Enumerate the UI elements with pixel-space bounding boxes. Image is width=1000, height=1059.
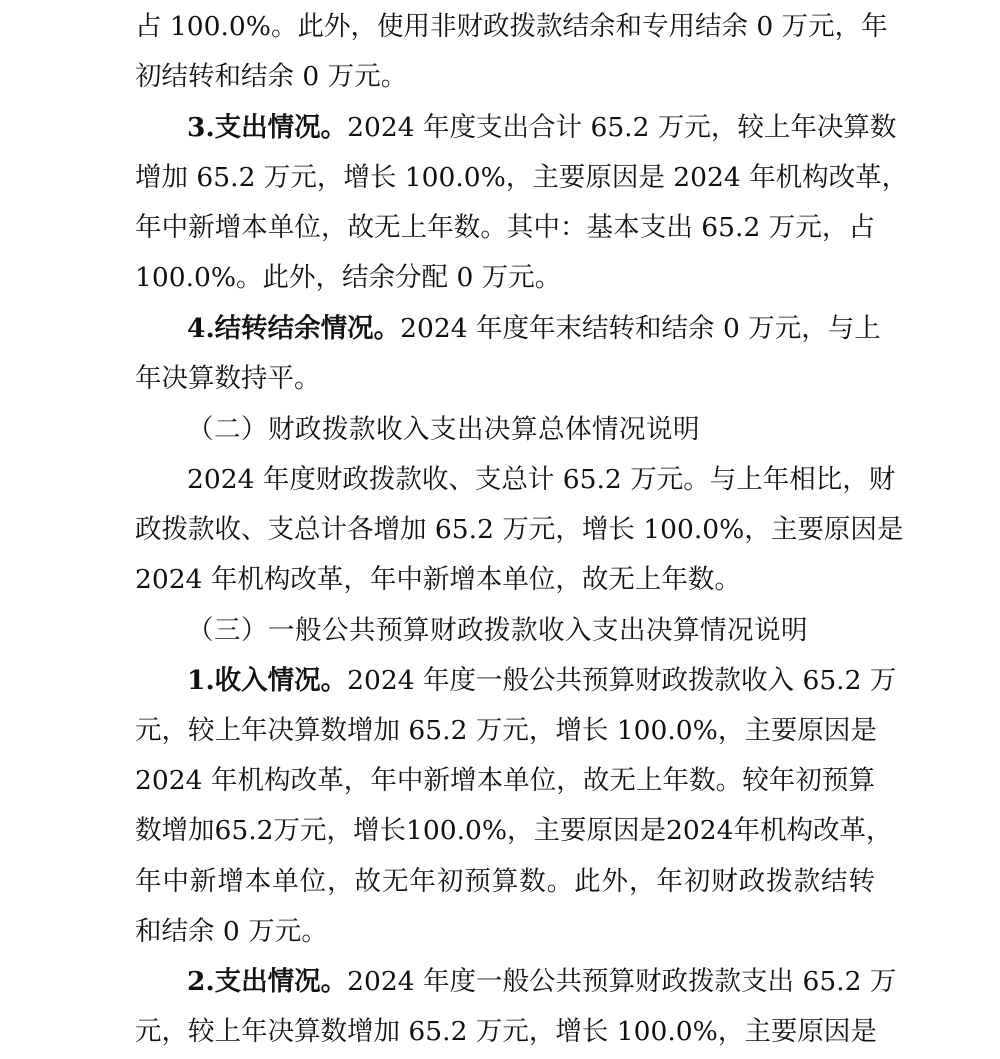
text-line: 数增加65.2万元，增长100.0%，主要原因是2024年机构改革， <box>135 815 893 846</box>
text-line: 和结余 0 万元。 <box>135 916 328 947</box>
text-line: 2024 年机构改革，年中新增本单位，故无上年数。较年初预算 <box>135 765 875 796</box>
text-line: 年中新增本单位，故无年初预算数。此外，年初财政拨款结转 <box>135 866 875 897</box>
section-label-gp-expenditure: 2.支出情况。 <box>187 966 348 997</box>
text-line: 元，较上年决算数增加 65.2 万元，增长 100.0%，主要原因是 <box>135 715 877 746</box>
text-run: 2024 年度一般公共预算财政拨款收入 65.2 万 <box>347 665 897 696</box>
text-line: 初结转和结余 0 万元。 <box>135 61 408 92</box>
text-line: 占 100.0%。此外，使用非财政拨款结余和专用结余 0 万元，年 <box>135 11 888 42</box>
paragraph-gp-expenditure <box>187 962 897 1002</box>
text-run: 2024 年度支出合计 65.2 万元，较上年决算数 <box>347 112 897 143</box>
paragraph-expenditure <box>187 108 897 148</box>
text-line: 年决算数持平。 <box>135 363 321 394</box>
text-run: 2024 年度一般公共预算财政拨款支出 65.2 万 <box>347 966 897 997</box>
text-line: 2024 年机构改革，年中新增本单位，故无上年数。 <box>135 564 741 595</box>
text-line: 增加 65.2 万元，增长 100.0%，主要原因是 2024 年机构改革， <box>135 162 909 193</box>
section-label-income: 1.收入情况。 <box>187 665 348 696</box>
paragraph-income <box>187 661 897 701</box>
paragraph-carryover <box>187 309 881 349</box>
text-line: 100.0%。此外，结余分配 0 万元。 <box>135 262 562 293</box>
section-label-expenditure: 3.支出情况。 <box>187 112 348 143</box>
section-heading-3: （三）一般公共预算财政拨款收入支出决算情况说明 <box>187 615 808 646</box>
section-label-carryover: 4.结转结余情况。 <box>187 313 401 344</box>
text-line: 元，较上年决算数增加 65.2 万元，增长 100.0%，主要原因是 <box>135 1016 877 1047</box>
text-line: 年中新增本单位，故无上年数。其中：基本支出 65.2 万元，占 <box>135 212 875 243</box>
text-run: 2024 年度年末结转和结余 0 万元，与上 <box>400 313 881 344</box>
section-heading-2: （二）财政拨款收入支出决算总体情况说明 <box>187 414 700 445</box>
text-line: 2024 年度财政拨款收、支总计 65.2 万元。与上年相比，财 <box>187 464 896 495</box>
text-line: 政拨款收、支总计各增加 65.2 万元，增长 100.0%，主要原因是 <box>135 514 904 545</box>
